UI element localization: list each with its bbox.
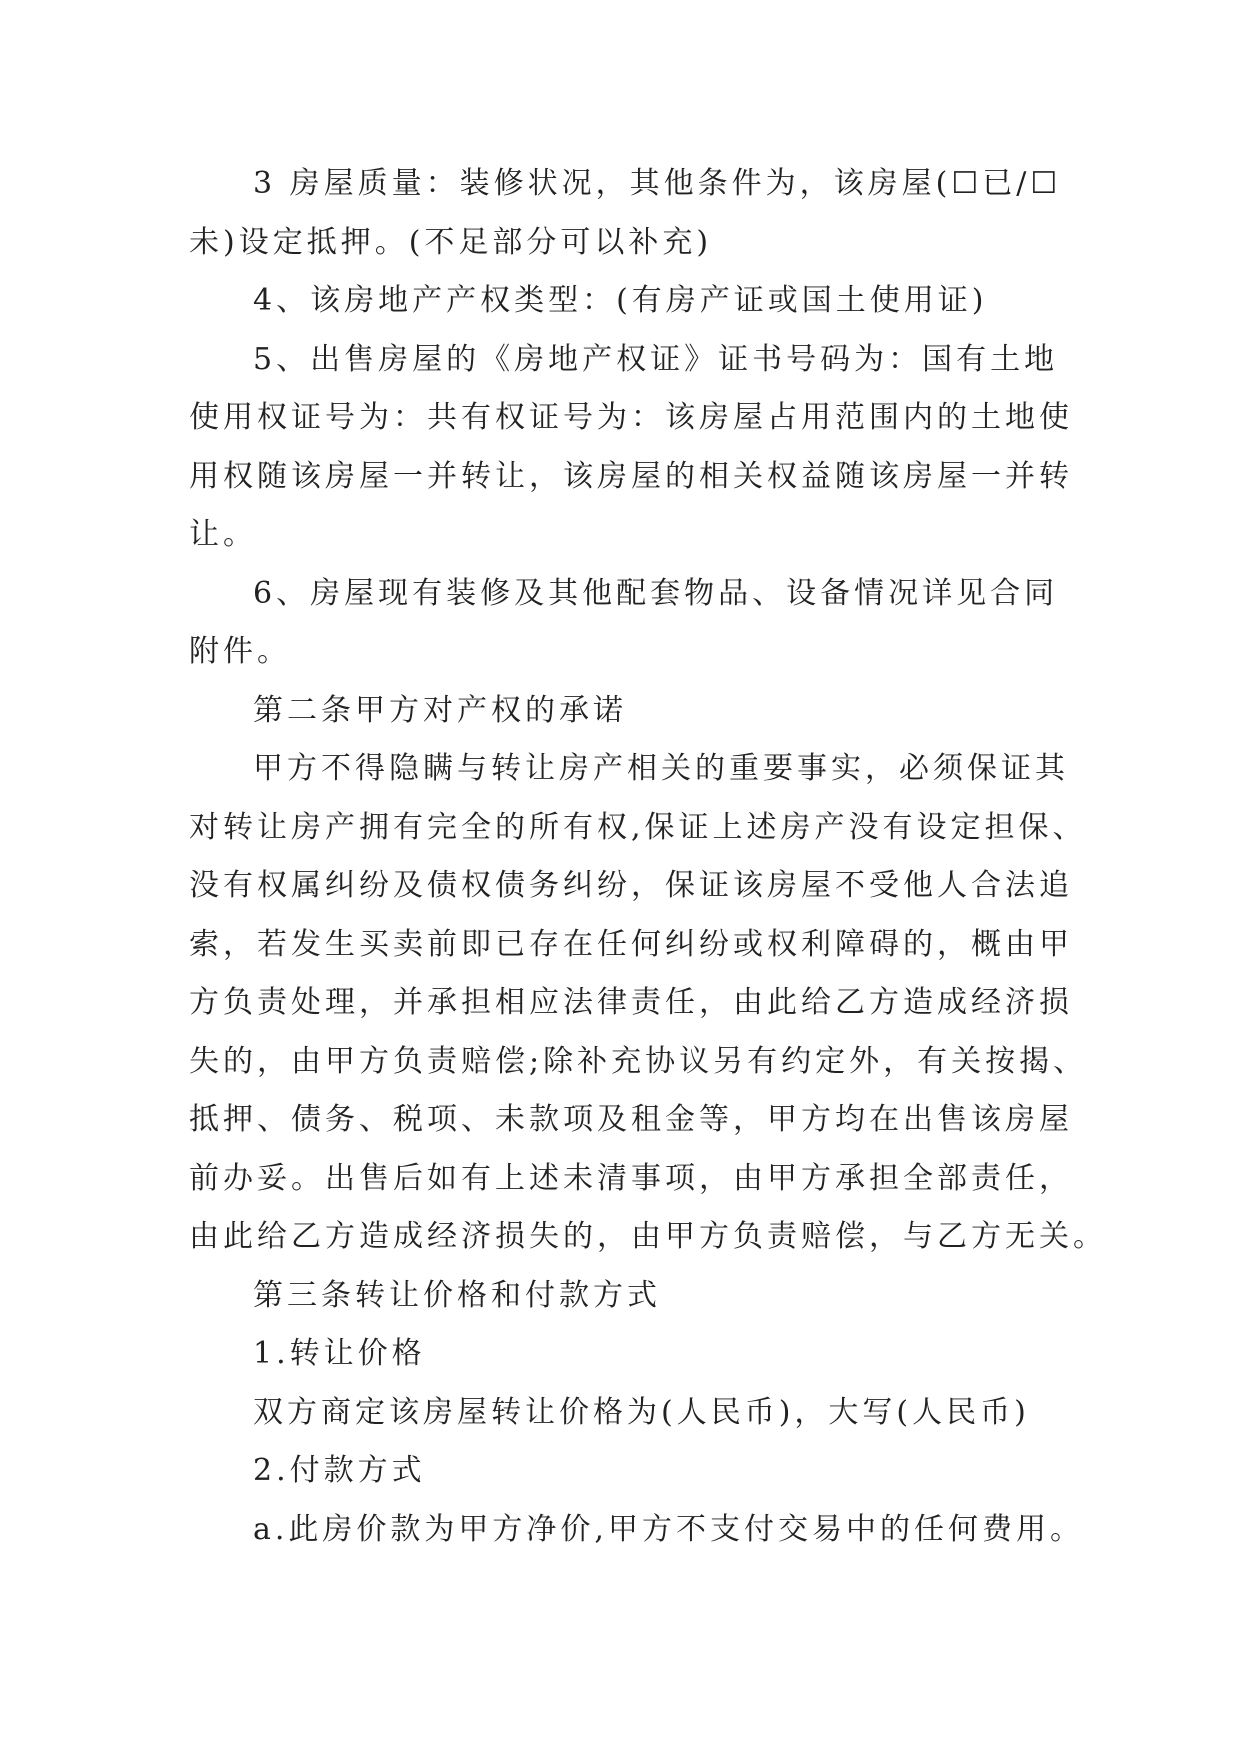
- text-line: a.此房价款为甲方净价,甲方不支付交易中的任何费用。: [253, 1511, 1084, 1547]
- text-line: 3 房屋质量：装修状况，其他条件为，该房屋(☐已/☐: [253, 166, 1062, 201]
- text-line: 5、出售房屋的《房地产权证》证书号码为：国有土地: [253, 341, 1059, 377]
- text-line: 索，若发生买卖前即已存在任何纠纷或权利障碍的，概由甲: [189, 926, 1073, 962]
- text-line: 由此给乙方造成经济损失的，由甲方负责赔偿，与乙方无关。: [189, 1219, 1107, 1254]
- text-line: 对转让房产拥有完全的所有权,保证上述房产没有设定担保、: [189, 809, 1087, 845]
- text-line: 抵押、债务、税项、未款项及租金等，甲方均在出售该房屋: [189, 1102, 1073, 1137]
- text-line: 双方商定该房屋转让价格为(人民币)，大写(人民币): [253, 1394, 1030, 1430]
- text-line: 让。: [189, 517, 257, 552]
- text-line: 方负责处理，并承担相应法律责任，由此给乙方造成经济损: [189, 985, 1073, 1020]
- text-line: 甲方不得隐瞒与转让房产相关的重要事实，必须保证其: [253, 751, 1069, 786]
- text-line: 1.转让价格: [253, 1336, 426, 1371]
- document-body: [189, 155, 1107, 1559]
- text-line: 附件。: [189, 634, 291, 669]
- text-line: 前办妥。出售后如有上述未清事项，由甲方承担全部责任，: [189, 1160, 1073, 1196]
- text-line: 没有权属纠纷及债权债务纠纷，保证该房屋不受他人合法追: [189, 868, 1073, 903]
- text-line: 2.付款方式: [253, 1453, 426, 1488]
- section-heading: 第二条甲方对产权的承诺: [253, 692, 627, 728]
- text-line: 失的，由甲方负责赔偿;除补充协议另有约定外，有关按揭、: [189, 1043, 1088, 1079]
- text-line: 使用权证号为：共有权证号为：该房屋占用范围内的土地使: [189, 400, 1073, 435]
- text-line: 4、该房地产产权类型：(有房产证或国土使用证): [253, 283, 988, 318]
- text-line: 用权随该房屋一并转让，该房屋的相关权益随该房屋一并转: [189, 458, 1073, 494]
- section-heading: 第三条转让价格和付款方式: [253, 1277, 661, 1313]
- text-line: 未)设定抵押。(不足部分可以补充): [189, 224, 713, 260]
- text-line: 6、房屋现有装修及其他配套物品、设备情况详见合同: [253, 575, 1059, 611]
